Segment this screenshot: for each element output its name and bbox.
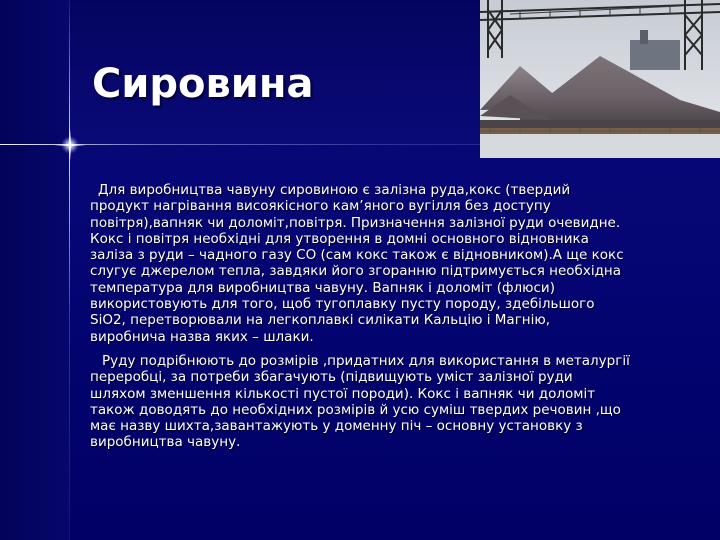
slide-title: Сировина <box>92 61 314 107</box>
vertical-divider-line <box>69 0 70 540</box>
body-text <box>90 182 630 451</box>
raw-material-piles-photo <box>480 0 720 158</box>
left-band <box>0 0 70 540</box>
paragraph-raw-materials: Для виробництва чавуну сировиною є залізна руда,кокс (твердий продукт нагрівання висоякісного кам’яного вугілля без доступу повітря),вапняк чи доломіт,повітря. Призначення залізної руди очевидне. Кокс і повітря необхідні для утворення в домні основного відновника заліза з руди – чадного газу CO (сам кокс також є відновником).А ще кокс слугує джерелом тепла, завдяки його згоранню підтримується необхідна температура для виробництва чавуну. Вапняк і доломіт (флюси) використовують для того, щоб тугоплавку пусту породу, здебільшого SiO2, перетворювали на легкоплавкі силікати Кальцію і Магнію, виробнича назва яких – шлаки. <box>90 182 624 345</box>
sparkle-star-icon <box>54 129 86 161</box>
paragraph-ore-preparation: Руду подрібнюють до розмірів ,придатних для використання в металургії переробці, за потреби збагачують (підвищують уміст залізної руди шляхом зменшення кількості пустої породи). Кокс і вапняк чи доломіт також доводять до необхідних розмірів й усю суміш твердих речовин ,що має назву шихта,завантажують у доменну піч – основну установку з виробництва чавуну. <box>90 352 630 451</box>
